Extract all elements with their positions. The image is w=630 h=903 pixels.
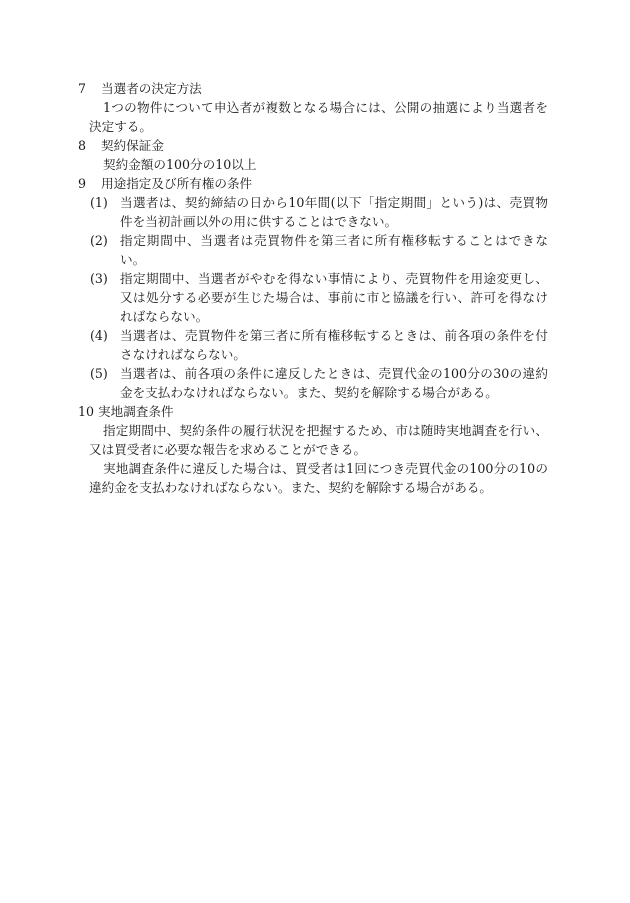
section-number: 10 xyxy=(78,404,95,419)
section-title: 実地調査条件 xyxy=(98,404,174,419)
list-item xyxy=(78,364,548,402)
item-number: (2) xyxy=(90,233,108,248)
section-number: 8 xyxy=(78,138,87,153)
document-body xyxy=(78,79,548,497)
item-number: (3) xyxy=(90,271,108,286)
item-text: 指定期間中、当選者がやむを得ない事情により、売買物件を用途変更し、又は処分する必要が生じた場合は、事前に市と協議を行い、許可を得なければならない。 xyxy=(120,271,548,324)
section-number: 7 xyxy=(78,81,87,96)
item-number: (1) xyxy=(90,195,108,210)
list-item xyxy=(78,326,548,364)
section-heading-7 xyxy=(78,79,548,98)
section-heading-10 xyxy=(78,402,548,421)
section-paragraph: 契約金額の100分の10以上 xyxy=(103,157,257,172)
item-text: 当選者は、売買物件を第三者に所有権移転するときは、前各項の条件を付さなければならない。 xyxy=(120,328,548,362)
item-text: 指定期間中、当選者は売買物件を第三者に所有権移転することはできない。 xyxy=(120,233,548,267)
section-heading-9 xyxy=(78,174,548,193)
section-number: 9 xyxy=(78,176,87,191)
list-item xyxy=(78,231,548,269)
section-heading-8 xyxy=(78,136,548,155)
section-paragraph: 実地調査条件に違反した場合は、買受者は1回につき売買代金の100分の10の違約金を支払わなければならない。また、契約を解除する場合がある。 xyxy=(89,461,548,495)
section-paragraph: 1つの物件について申込者が複数となる場合には、公開の抽選により当選者を決定する。 xyxy=(89,100,548,134)
list-item xyxy=(78,193,548,231)
item-text: 当選者は、契約締結の日から10年間(以下「指定期間」という)は、売買物件を当初計画以外の用に供することはできない。 xyxy=(120,195,548,229)
section-title: 当選者の決定方法 xyxy=(101,81,202,96)
section-title: 用途指定及び所有権の条件 xyxy=(101,176,253,191)
item-number: (4) xyxy=(90,328,108,343)
list-item xyxy=(78,269,548,326)
section-title: 契約保証金 xyxy=(101,138,164,153)
section-paragraph: 指定期間中、契約条件の履行状況を把握するため、市は随時実地調査を行い、又は買受者に必要な報告を求めることができる。 xyxy=(89,423,548,457)
item-text: 当選者は、前各項の条件に違反したときは、売買代金の100分の30の違約金を支払わなければならない。また、契約を解除する場合がある。 xyxy=(120,366,548,400)
item-number: (5) xyxy=(90,366,108,381)
